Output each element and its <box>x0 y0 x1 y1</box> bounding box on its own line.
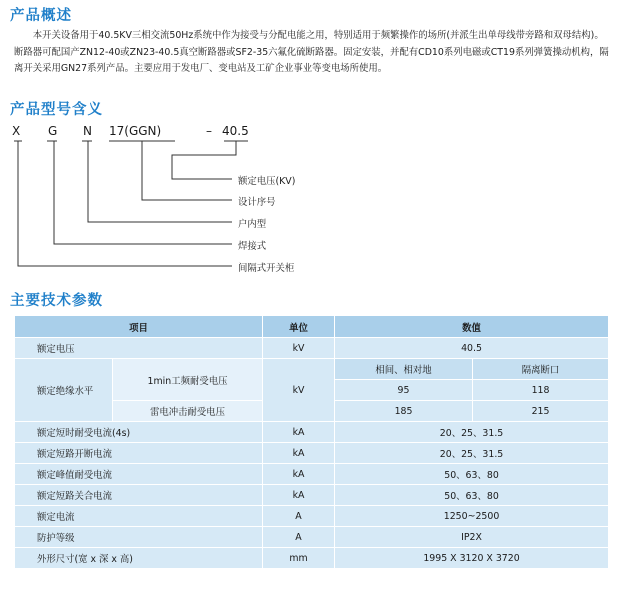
connector-voltage <box>172 141 236 179</box>
row-value: IP2X <box>335 527 609 548</box>
row-value: 1250~2500 <box>335 506 609 527</box>
row-value: 40.5 <box>335 338 609 359</box>
row-unit: kA <box>263 464 335 485</box>
insulation-v2-2: 215 <box>473 401 609 422</box>
row-item: 额定短路关合电流 <box>15 485 263 506</box>
row-value: 20、25、31.5 <box>335 443 609 464</box>
row-unit: A <box>263 506 335 527</box>
connector-welded <box>54 141 232 244</box>
code-17: 17(GGN) <box>109 124 162 138</box>
table-row <box>15 527 609 548</box>
insulation-v1-1: 95 <box>335 380 473 401</box>
row-item: 额定短路开断电流 <box>15 443 263 464</box>
model-heading: 产品型号含义 <box>10 102 103 118</box>
table-header-row <box>15 316 609 338</box>
table-row <box>15 338 609 359</box>
row-unit: A <box>263 527 335 548</box>
connector-sequence <box>142 141 232 200</box>
table-row <box>15 485 609 506</box>
overview-text: 本开关设备用于40.5KV三相交流50Hz系统中作为接受与分配电能之用，特别适用于频繁操作的场所(并派生出单母线带旁路和双母结构)。断路器可配国产ZN12-40或ZN23-40.5真空断路器或SF2-35六氟化硫断路器。固定安装，并配有CD10系列电磁或CT19系列弹簧操动机构，隔离开关采用GN27系列产品。主要应用于发电厂、变电站及工矿企业事业等变电场所使用。 <box>14 30 609 74</box>
table-row <box>15 548 609 569</box>
table-row <box>15 464 609 485</box>
header-item: 项目 <box>15 316 263 338</box>
row-item: 外形尺寸(宽 x 深 x 高) <box>15 548 263 569</box>
row-unit: kA <box>263 443 335 464</box>
row-value: 1995 X 3120 X 3720 <box>335 548 609 569</box>
header-unit: 单位 <box>263 316 335 338</box>
connector-indoor <box>88 141 232 222</box>
specs-table <box>14 315 609 569</box>
insulation-v1-2: 185 <box>335 401 473 422</box>
insulation-col2: 隔离断口 <box>473 359 609 380</box>
code-dash: – <box>206 124 212 138</box>
table-row <box>15 443 609 464</box>
row-unit: kA <box>263 485 335 506</box>
meaning-sequence: 设计序号 <box>238 197 276 208</box>
row-value: 20、25、31.5 <box>335 422 609 443</box>
row-item: 额定电压 <box>15 338 263 359</box>
row-value: 50、63、80 <box>335 464 609 485</box>
row-item: 防护等级 <box>15 527 263 548</box>
insulation-item: 额定绝缘水平 <box>15 359 113 422</box>
row-unit: mm <box>263 548 335 569</box>
table-row <box>15 422 609 443</box>
specs-heading: 主要技术参数 <box>10 293 103 309</box>
code-n: N <box>83 124 92 138</box>
row-unit: kA <box>263 422 335 443</box>
code-g: G <box>48 124 58 138</box>
row-item: 额定峰值耐受电流 <box>15 464 263 485</box>
model-diagram <box>0 0 620 290</box>
meaning-welded: 焊接式 <box>238 241 267 252</box>
meaning-voltage: 额定电压(KV) <box>238 176 296 187</box>
insulation-v2-1: 118 <box>473 380 609 401</box>
row-unit: kV <box>263 338 335 359</box>
code-x: X <box>12 124 21 138</box>
overview-heading: 产品概述 <box>10 8 72 24</box>
insulation-unit: kV <box>263 359 335 422</box>
insulation-col1: 相间、相对地 <box>335 359 473 380</box>
table-row-insulation <box>15 359 609 380</box>
row-value: 50、63、80 <box>335 485 609 506</box>
connector-compartment <box>18 141 232 266</box>
header-value: 数值 <box>335 316 609 338</box>
row-item: 额定短时耐受电流(4s) <box>15 422 263 443</box>
insulation-sub-2: 雷电冲击耐受电压 <box>113 401 263 422</box>
insulation-sub-1: 1min工频耐受电压 <box>113 359 263 401</box>
meaning-compartment: 间隔式开关柜 <box>238 263 295 274</box>
table-row <box>15 506 609 527</box>
meaning-indoor: 户内型 <box>238 219 267 230</box>
code-voltage: 40.5 <box>222 124 249 138</box>
row-item: 额定电流 <box>15 506 263 527</box>
